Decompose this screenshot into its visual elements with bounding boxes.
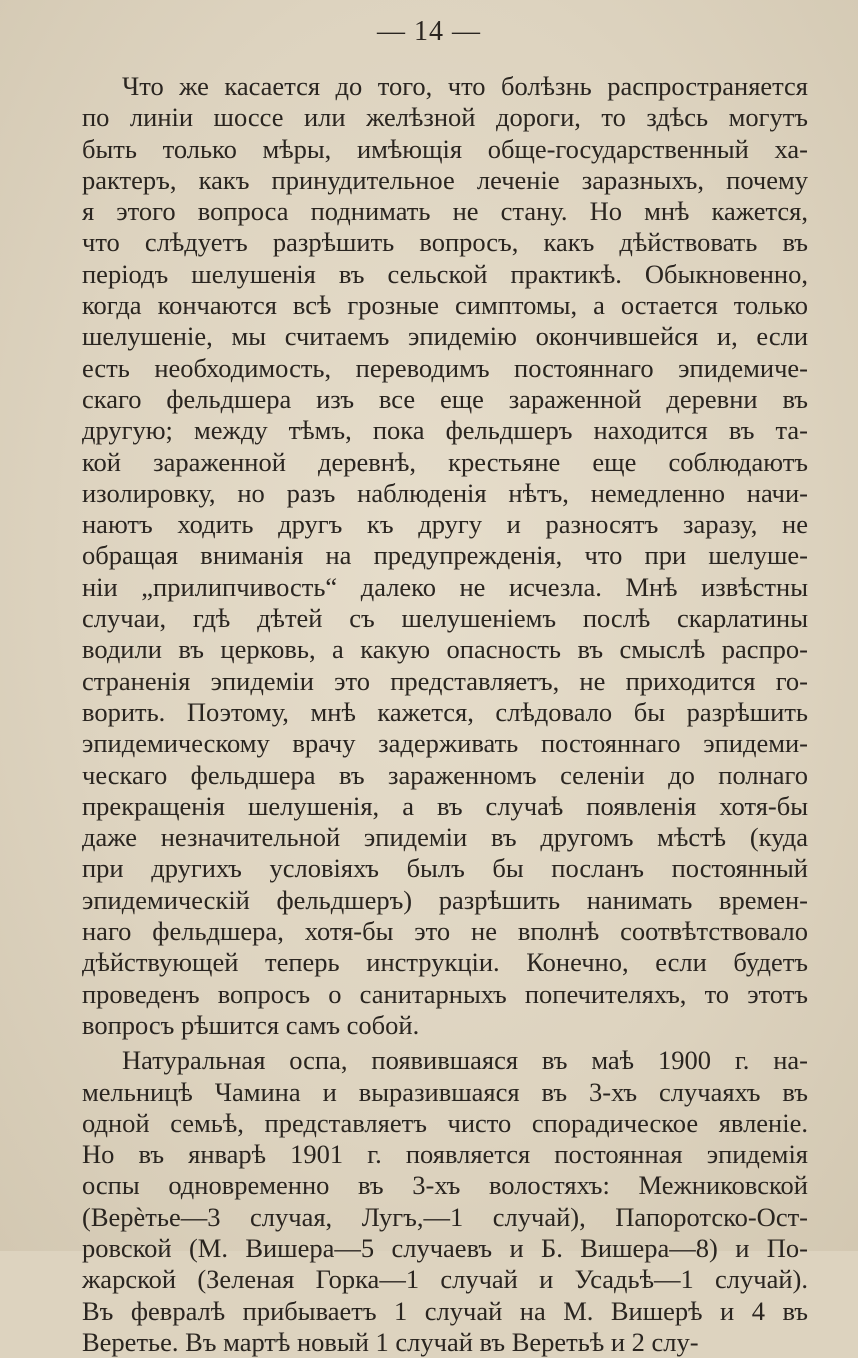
text-line: изолировку, но разъ наблюденiя нѣтъ, немедленно начи-	[82, 477, 808, 508]
text-line: ческаго фельдшера въ зараженномъ селенiи до полнаго	[82, 759, 808, 790]
text-line: оспы одновременно въ 3-хъ волостяхъ: Межниковской	[82, 1170, 808, 1201]
text-line: рактеръ, какъ принудительное леченiе заразныхъ, почему	[82, 164, 808, 195]
text-line: ровской (М. Вишера—5 случаевъ и Б. Вишера—8) и По-	[82, 1232, 808, 1263]
text-line: Но въ январѣ 1901 г. появляется постоянная эпидемiя	[82, 1139, 808, 1170]
text-line: есть необходимость, переводимъ постояннаго эпидемиче-	[82, 352, 808, 383]
text-line: наго фельдшера, хотя-бы это не вполнѣ соотвѣтствовало	[82, 916, 808, 947]
page-number: — 14 —	[377, 16, 481, 47]
text-line: даже незначительной эпидемiи въ другомъ мѣстѣ (куда	[82, 822, 808, 853]
text-line: другую; между тѣмъ, пока фельдшеръ находится въ та-	[82, 415, 808, 446]
text-line: Натуральная оспа, появившаяся въ маѣ 1900 г. на-	[122, 1045, 808, 1076]
text-line: (Верѐтье—3 случая, Лугъ,—1 случай), Папоротско-Ост-	[82, 1201, 808, 1232]
text-body	[82, 71, 808, 1358]
text-line: скаго фельдшера изъ все еще зараженной деревни въ	[82, 383, 808, 414]
text-line: Въ февралѣ прибываетъ 1 случай на М. Вишерѣ и 4 въ	[82, 1295, 808, 1326]
text-line: быть только мѣры, имѣющiя обще-государственный ха-	[82, 133, 808, 164]
text-line: проведенъ вопросъ о санитарныхъ попечителяхъ, то этотъ	[82, 978, 808, 1009]
text-line: наютъ ходить другъ къ другу и разносятъ заразу, не	[82, 509, 808, 540]
text-line: Что же касается до того, что болѣзнь распространяется	[122, 71, 808, 101]
text-line: обращая вниманiя на предупрежденiя, что при шелуше-	[82, 540, 808, 571]
text-line: случаи, гдѣ дѣтей съ шелушенiемъ послѣ скарлатины	[82, 603, 808, 634]
text-line: эпидемическому врачу задерживать постояннаго эпидеми-	[82, 728, 808, 759]
text-line: я этого вопроса поднимать не стану. Но мнѣ кажется,	[82, 196, 808, 227]
paragraph	[82, 71, 808, 1041]
text-line: жарской (Зеленая Горка—1 случай и Усадьѣ—1 случай).	[82, 1264, 808, 1295]
text-line: мельницѣ Чамина и выразившаяся въ 3-хъ случаяхъ въ	[82, 1076, 808, 1107]
text-line: по линiи шоссе или желѣзной дороги, то здѣсь могутъ	[82, 102, 808, 133]
text-line: когда кончаются всѣ грозные симптомы, а остается только	[82, 290, 808, 321]
text-line: водили въ церковь, а какую опасность въ смыслѣ распро-	[82, 634, 808, 665]
text-line: нiи „прилипчивость“ далеко не исчезла. Мнѣ извѣстны	[82, 571, 808, 602]
text-line: эпидемическiй фельдшеръ) разрѣшить нанимать времен-	[82, 884, 808, 915]
text-line: одной семьѣ, представляетъ чисто спорадическое явленiе.	[82, 1107, 808, 1138]
text-line: Веретье. Въ мартѣ новый 1 случай въ Веретьѣ и 2 слу-	[82, 1326, 699, 1357]
text-line: при другихъ условiяхъ былъ бы посланъ постоянный	[82, 853, 808, 884]
text-line: вопросъ рѣшится самъ собой.	[82, 1009, 420, 1040]
text-line: прекращенiя шелушенiя, а въ случаѣ появленiя хотя-бы	[82, 790, 808, 821]
text-line: ворить. Поэтому, мнѣ кажется, слѣдовало бы разрѣшить	[82, 696, 808, 727]
text-line: кой зараженной деревнѣ, крестьяне еще соблюдаютъ	[82, 446, 808, 477]
paragraph	[82, 1045, 808, 1358]
text-line: дѣйствующей теперь инструкцiи. Конечно, если будетъ	[82, 947, 808, 978]
text-line: шелушенiе, мы считаемъ эпидемiю окончившейся и, если	[82, 321, 808, 352]
text-line: перiодъ шелушенiя въ сельской практикѣ. Обыкновенно,	[82, 258, 808, 289]
text-line: страненiя эпидемiи это представляетъ, не приходится го-	[82, 665, 808, 696]
text-line: что слѣдуетъ разрѣшить вопросъ, какъ дѣйствовать въ	[82, 227, 808, 258]
